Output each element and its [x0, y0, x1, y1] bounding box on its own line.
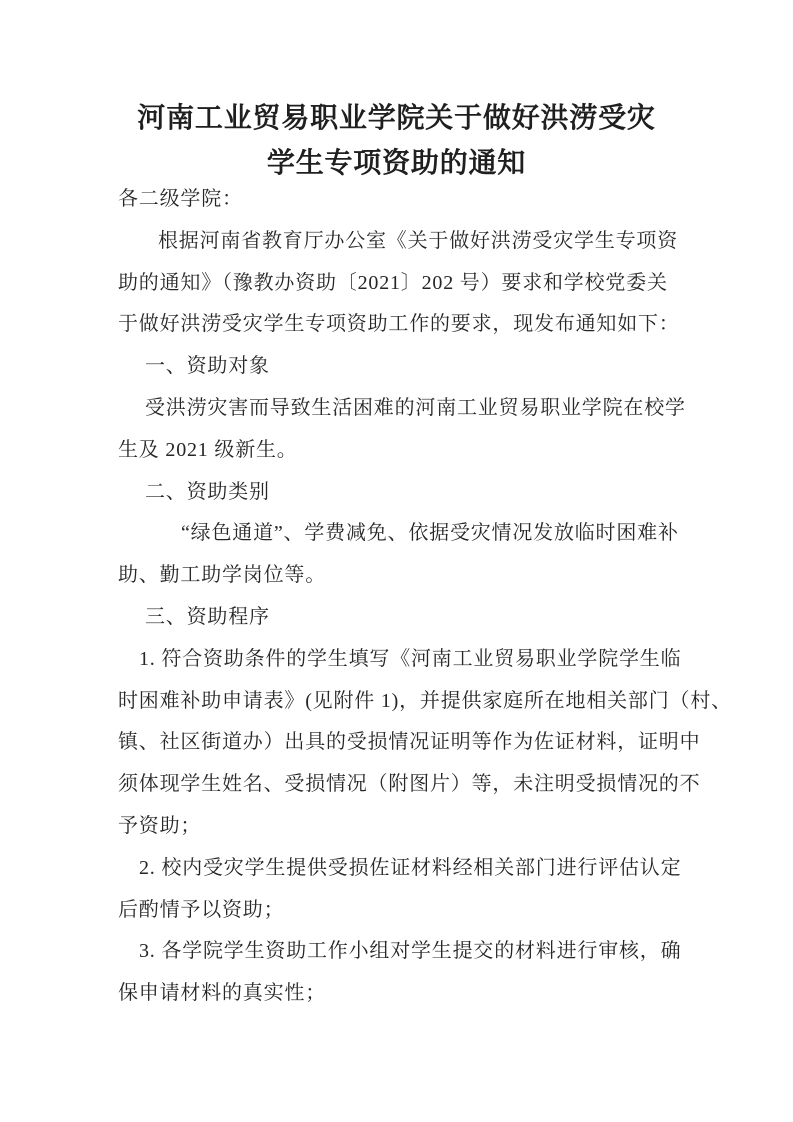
document-line: 于做好洪涝受灾学生专项资助工作的要求，现发布通知如下： [118, 313, 680, 336]
document-title [0, 95, 793, 185]
document-numbered-item: 3. 各学院学生资助工作小组对学生提交的材料进行审核，确 [139, 940, 682, 963]
document-title-line: 河南工业贸易职业学院关于做好洪涝受灾 [137, 102, 656, 133]
document-line: 受洪涝灾害而导致生活困难的河南工业贸易职业学院在校学 [145, 396, 686, 419]
document-line: 镇、社区街道办）出具的受损情况证明等作为佐证材料，证明中 [118, 731, 701, 754]
document-line: 予资助； [118, 814, 202, 837]
document-title-line: 学生专项资助的通知 [266, 147, 527, 178]
document-section-heading: 二、资助类别 [145, 480, 270, 503]
document-line: 须体现学生姓名、受损情况（附图片）等，未注明受损情况的不 [118, 773, 701, 796]
document-line: 助、勤工助学岗位等。 [118, 564, 326, 587]
document-numbered-item: 2. 校内受灾学生提供受损佐证材料经相关部门进行评估认定 [139, 856, 682, 879]
document-line-salutation: 各二级学院： [118, 188, 243, 210]
document-line: “绿色通道”、学费减免、依据受灾情况发放临时困难补 [181, 522, 679, 545]
document-section-heading: 一、资助对象 [145, 355, 270, 378]
document-body [118, 179, 732, 1015]
document-section-heading: 三、资助程序 [145, 605, 270, 628]
document-line: 根据河南省教育厅办公室《关于做好洪涝受灾学生专项资 [158, 229, 678, 252]
document-numbered-item: 1. 符合资助条件的学生填写《河南工业贸易职业学院学生临 [139, 647, 682, 670]
document-line: 保申请材料的真实性； [118, 982, 326, 1005]
document-line: 时困难补助申请表》(见附件 1)，并提供家庭所在地相关部门（村、 [118, 689, 732, 712]
document-line: 后酌情予以资助； [118, 898, 285, 921]
document-line: 助的通知》（豫教办资助〔2021〕202 号）要求和学校党委关 [118, 271, 668, 294]
document-line: 生及 2021 级新生。 [118, 438, 298, 461]
